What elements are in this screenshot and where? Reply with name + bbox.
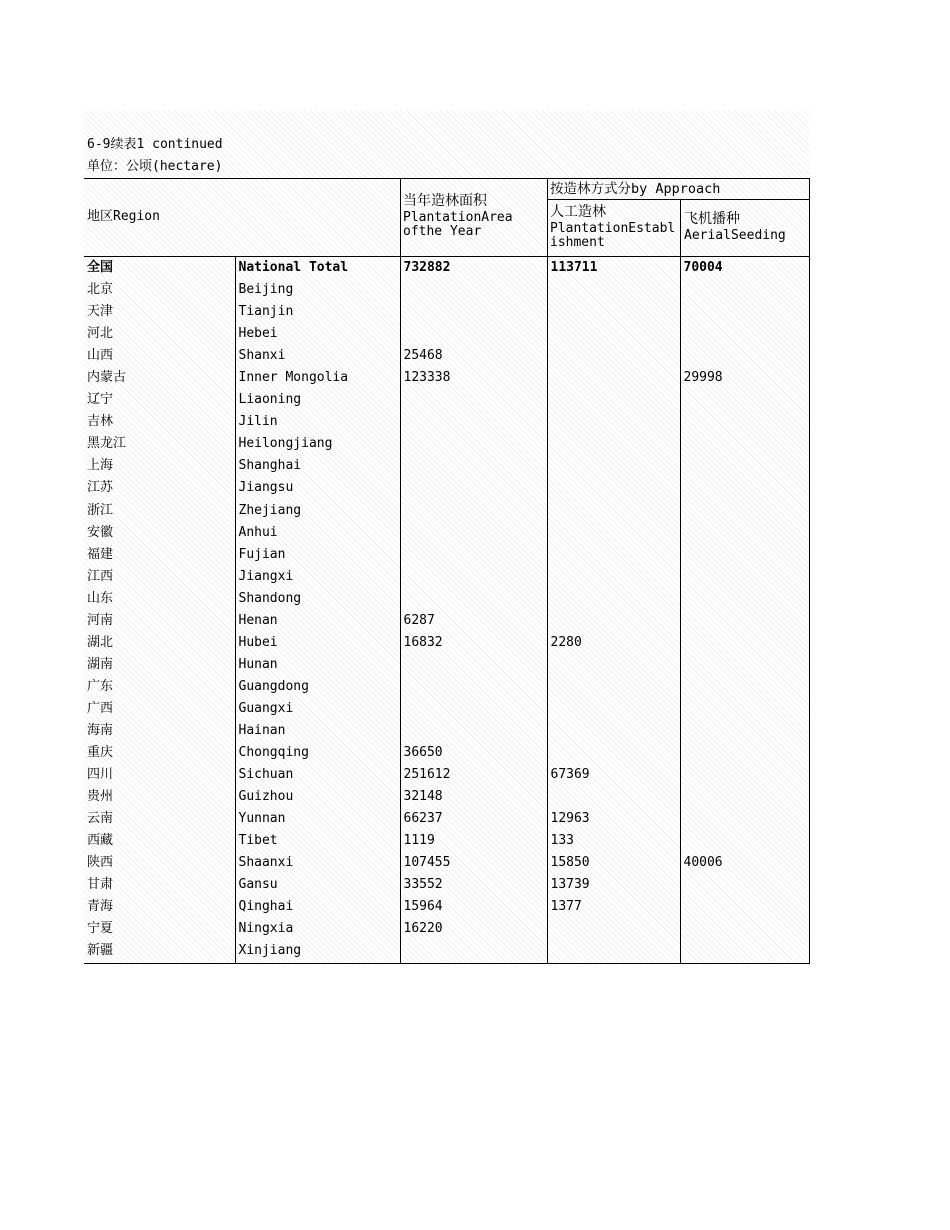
aerial-seeding-value bbox=[680, 742, 809, 764]
aerial-seeding-value bbox=[680, 566, 809, 588]
artificial-plantation-value bbox=[547, 654, 680, 676]
plantation-area-value: 16220 bbox=[400, 918, 547, 940]
region-name-en: Heilongjiang bbox=[235, 433, 400, 455]
table-row-national-total bbox=[84, 257, 809, 279]
artificial-plantation-value: 113711 bbox=[547, 257, 680, 279]
plantation-area-value bbox=[400, 676, 547, 698]
plantation-area-value bbox=[400, 301, 547, 323]
table-body bbox=[84, 257, 809, 963]
table-row bbox=[84, 345, 809, 367]
region-name-en: Gansu bbox=[235, 874, 400, 896]
artificial-plantation-value bbox=[547, 500, 680, 522]
plantation-area-header-cn: 当年造林面积 bbox=[403, 193, 487, 209]
plantation-area-value: 1119 bbox=[400, 830, 547, 852]
region-name-cn: 辽宁 bbox=[87, 392, 114, 408]
table-row bbox=[84, 588, 809, 610]
region-name-cn: 浙江 bbox=[87, 502, 114, 518]
artificial-plantation-value bbox=[547, 940, 680, 963]
approach-divider bbox=[547, 199, 810, 200]
plantation-area-value bbox=[400, 544, 547, 566]
region-name-cn: 甘肃 bbox=[87, 877, 114, 893]
table-row bbox=[84, 544, 809, 566]
aerial-seeding-value bbox=[680, 389, 809, 411]
plantation-area-value: 33552 bbox=[400, 874, 547, 896]
table-row bbox=[84, 367, 809, 389]
table-row bbox=[84, 720, 809, 742]
table-row bbox=[84, 896, 809, 918]
aerial-seeding-value bbox=[680, 522, 809, 544]
aerial-seeding-value bbox=[680, 720, 809, 742]
artificial-plantation-value bbox=[547, 367, 680, 389]
region-name-en: Guangdong bbox=[235, 676, 400, 698]
table-row bbox=[84, 433, 809, 455]
artificial-column-left-border bbox=[547, 178, 548, 256]
region-header: 地区Region bbox=[87, 209, 160, 224]
region-name-en: Fujian bbox=[235, 544, 400, 566]
plantation-area-value bbox=[400, 477, 547, 499]
region-name-cn: 安徽 bbox=[87, 524, 114, 540]
artificial-plantation-value bbox=[547, 301, 680, 323]
plantation-area-value bbox=[400, 522, 547, 544]
artificial-plantation-value bbox=[547, 588, 680, 610]
plantation-area-value bbox=[400, 411, 547, 433]
artificial-plantation-value bbox=[547, 786, 680, 808]
region-name-en: Beijing bbox=[235, 279, 400, 301]
table-row bbox=[84, 698, 809, 720]
artificial-plantation-value bbox=[547, 720, 680, 742]
aerial-seeding-value bbox=[680, 654, 809, 676]
aerial-seeding-value bbox=[680, 477, 809, 499]
aerial-seeding-value bbox=[680, 918, 809, 940]
aerial-seeding-value bbox=[680, 433, 809, 455]
aerial-seeding-value bbox=[680, 632, 809, 654]
region-name-cn: 湖南 bbox=[87, 656, 114, 672]
aerial-seeding-value bbox=[680, 698, 809, 720]
unit-caption: 单位：公顷(hectare) bbox=[87, 159, 223, 174]
artificial-plantation-value: 15850 bbox=[547, 852, 680, 874]
artificial-plantation-value: 2280 bbox=[547, 632, 680, 654]
table-row bbox=[84, 632, 809, 654]
table-row bbox=[84, 764, 809, 786]
region-name-en: Jilin bbox=[235, 411, 400, 433]
table-row bbox=[84, 389, 809, 411]
plantation-area-header-en: PlantationArea ofthe Year bbox=[403, 210, 513, 239]
region-name-cn: 陕西 bbox=[87, 855, 114, 871]
plantation-area-value: 15964 bbox=[400, 896, 547, 918]
aerial-seeding-value bbox=[680, 676, 809, 698]
table-row bbox=[84, 477, 809, 499]
artificial-plantation-value bbox=[547, 433, 680, 455]
table-right-border bbox=[809, 178, 810, 964]
region-name-en: Xinjiang bbox=[235, 940, 400, 963]
table-row bbox=[84, 676, 809, 698]
region-name-en: Henan bbox=[235, 610, 400, 632]
table-row bbox=[84, 830, 809, 852]
region-name-en: Jiangxi bbox=[235, 566, 400, 588]
table-row bbox=[84, 610, 809, 632]
table-row bbox=[84, 455, 809, 477]
artificial-plantation-value: 13739 bbox=[547, 874, 680, 896]
aerial-seeding-value bbox=[680, 411, 809, 433]
aerial-seeding-value bbox=[680, 588, 809, 610]
plantation-area-value: 36650 bbox=[400, 742, 547, 764]
region-name-en: Hunan bbox=[235, 654, 400, 676]
plantation-area-value bbox=[400, 566, 547, 588]
artificial-header-en: PlantationEstabl ishment bbox=[550, 221, 676, 250]
region-name-cn: 西藏 bbox=[87, 833, 114, 849]
artificial-plantation-value: 67369 bbox=[547, 764, 680, 786]
artificial-plantation-value bbox=[547, 455, 680, 477]
region-name-cn: 宁夏 bbox=[87, 921, 114, 937]
region-name-cn: 新疆 bbox=[84, 940, 235, 963]
region-name-cn: 全国 bbox=[87, 260, 114, 276]
region-name-en: Anhui bbox=[235, 522, 400, 544]
plantation-area-value bbox=[400, 940, 547, 963]
region-name-en: Hainan bbox=[235, 720, 400, 742]
region-name-en: Shanghai bbox=[235, 455, 400, 477]
plantation-area-value: 107455 bbox=[400, 852, 547, 874]
aerial-seeding-value bbox=[680, 500, 809, 522]
region-name-en: Sichuan bbox=[235, 764, 400, 786]
region-name-en: Guizhou bbox=[235, 786, 400, 808]
plantation-area-value bbox=[400, 698, 547, 720]
region-name-cn: 江苏 bbox=[87, 480, 114, 496]
header-top-border bbox=[84, 178, 810, 179]
aerial-seeding-value bbox=[680, 544, 809, 566]
table-row bbox=[84, 940, 809, 963]
region-name-cn: 青海 bbox=[87, 899, 114, 915]
region-name-en: Inner Mongolia bbox=[235, 367, 400, 389]
artificial-plantation-value bbox=[547, 411, 680, 433]
region-name-en: Jiangsu bbox=[235, 477, 400, 499]
region-name-cn: 江西 bbox=[87, 568, 114, 584]
region-name-cn: 河北 bbox=[87, 326, 114, 342]
artificial-plantation-value bbox=[547, 676, 680, 698]
plantation-area-value bbox=[400, 433, 547, 455]
table-id-caption: 6-9续表1 continued bbox=[87, 137, 223, 152]
artificial-plantation-value bbox=[547, 742, 680, 764]
region-name-en: Shandong bbox=[235, 588, 400, 610]
artificial-plantation-value bbox=[547, 544, 680, 566]
artificial-plantation-value: 133 bbox=[547, 830, 680, 852]
table-row bbox=[84, 874, 809, 896]
region-name-cn: 山东 bbox=[87, 590, 114, 606]
plantation-area-value: 732882 bbox=[400, 257, 547, 279]
region-name-en: National Total bbox=[235, 257, 400, 279]
artificial-plantation-value: 1377 bbox=[547, 896, 680, 918]
artificial-plantation-value bbox=[547, 477, 680, 499]
aerial-seeding-value bbox=[680, 323, 809, 345]
plantation-area-value bbox=[400, 455, 547, 477]
table-row bbox=[84, 786, 809, 808]
plantation-area-value: 66237 bbox=[400, 808, 547, 830]
region-name-cn: 海南 bbox=[87, 723, 114, 738]
table-row bbox=[84, 918, 809, 940]
region-name-en: Qinghai bbox=[235, 896, 400, 918]
plantation-area-value bbox=[400, 654, 547, 676]
aerial-seeding-value bbox=[680, 808, 809, 830]
plantation-area-value: 6287 bbox=[400, 610, 547, 632]
region-name-en: Shanxi bbox=[235, 345, 400, 367]
region-name-cn: 河南 bbox=[87, 612, 114, 628]
by-approach-header: 按造林方式分by Approach bbox=[550, 181, 721, 197]
aerial-seeding-value bbox=[680, 455, 809, 477]
artificial-plantation-value bbox=[547, 610, 680, 632]
plantation-area-value bbox=[400, 279, 547, 301]
aerial-seeding-value: 40006 bbox=[680, 852, 809, 874]
aerial-seeding-value bbox=[680, 874, 809, 896]
aerial-seeding-value bbox=[680, 896, 809, 918]
aerial-header-en: AerialSeeding bbox=[684, 228, 786, 243]
plantation-area-value: 123338 bbox=[400, 367, 547, 389]
artificial-plantation-value bbox=[547, 323, 680, 345]
table-row bbox=[84, 742, 809, 764]
region-name-cn: 山西 bbox=[87, 348, 114, 364]
plantation-area-value bbox=[400, 500, 547, 522]
region-name-cn: 福建 bbox=[87, 546, 114, 562]
table-row bbox=[84, 301, 809, 323]
artificial-plantation-value bbox=[547, 522, 680, 544]
artificial-plantation-value: 12963 bbox=[547, 808, 680, 830]
region-name-cn: 云南 bbox=[87, 811, 114, 827]
region-name-cn: 北京 bbox=[87, 282, 114, 298]
artificial-plantation-value bbox=[547, 389, 680, 411]
artificial-plantation-value bbox=[547, 918, 680, 940]
region-name-cn: 上海 bbox=[87, 458, 114, 474]
region-name-cn: 重庆 bbox=[87, 745, 114, 761]
aerial-seeding-value bbox=[680, 830, 809, 852]
plantation-area-value: 16832 bbox=[400, 632, 547, 654]
region-name-cn: 吉林 bbox=[87, 414, 114, 430]
plantation-area-value bbox=[400, 588, 547, 610]
region-name-en: Yunnan bbox=[235, 808, 400, 830]
aerial-seeding-value bbox=[680, 940, 809, 963]
aerial-header-cn: 飞机播种 bbox=[684, 211, 740, 227]
aerial-seeding-value bbox=[680, 610, 809, 632]
region-name-en: Zhejiang bbox=[235, 500, 400, 522]
area-column-left-border bbox=[400, 178, 401, 256]
artificial-plantation-value bbox=[547, 698, 680, 720]
table-row bbox=[84, 500, 809, 522]
aerial-seeding-value: 70004 bbox=[680, 257, 809, 279]
region-name-cn: 贵州 bbox=[87, 789, 114, 805]
region-name-en: Liaoning bbox=[235, 389, 400, 411]
region-name-cn: 湖北 bbox=[87, 634, 114, 650]
table-row bbox=[84, 279, 809, 301]
aerial-seeding-value bbox=[680, 279, 809, 301]
artificial-plantation-value bbox=[547, 279, 680, 301]
region-name-en: Chongqing bbox=[235, 742, 400, 764]
table-row bbox=[84, 323, 809, 345]
aerial-column-left-border bbox=[680, 199, 681, 256]
aerial-seeding-value bbox=[680, 301, 809, 323]
region-name-cn: 四川 bbox=[87, 767, 114, 783]
artificial-plantation-value bbox=[547, 566, 680, 588]
region-name-cn: 广西 bbox=[87, 700, 114, 716]
plantation-area-value: 32148 bbox=[400, 786, 547, 808]
region-name-en: Hebei bbox=[235, 323, 400, 345]
aerial-seeding-value bbox=[680, 345, 809, 367]
artificial-plantation-value bbox=[547, 345, 680, 367]
table-row bbox=[84, 808, 809, 830]
region-name-cn: 黑龙江 bbox=[87, 436, 127, 452]
aerial-seeding-value: 29998 bbox=[680, 367, 809, 389]
artificial-header-cn: 人工造林 bbox=[550, 204, 606, 220]
region-name-cn: 天津 bbox=[87, 304, 114, 320]
table-row bbox=[84, 852, 809, 874]
region-name-cn: 内蒙古 bbox=[87, 370, 127, 386]
region-name-en: Guangxi bbox=[235, 698, 400, 720]
plantation-area-value bbox=[400, 720, 547, 742]
region-name-en: Shaanxi bbox=[235, 852, 400, 874]
plantation-data-table bbox=[84, 257, 809, 964]
plantation-area-value bbox=[400, 323, 547, 345]
table-row bbox=[84, 566, 809, 588]
plantation-area-value: 251612 bbox=[400, 764, 547, 786]
table-row bbox=[84, 654, 809, 676]
aerial-seeding-value bbox=[680, 786, 809, 808]
region-name-en: Tibet bbox=[235, 830, 400, 852]
table-row bbox=[84, 411, 809, 433]
region-name-en: Ningxia bbox=[235, 918, 400, 940]
plantation-area-value bbox=[400, 389, 547, 411]
plantation-area-value: 25468 bbox=[400, 345, 547, 367]
aerial-seeding-value bbox=[680, 764, 809, 786]
region-name-en: Hubei bbox=[235, 632, 400, 654]
region-name-en: Tianjin bbox=[235, 301, 400, 323]
table-row bbox=[84, 522, 809, 544]
region-name-cn: 广东 bbox=[87, 678, 114, 694]
